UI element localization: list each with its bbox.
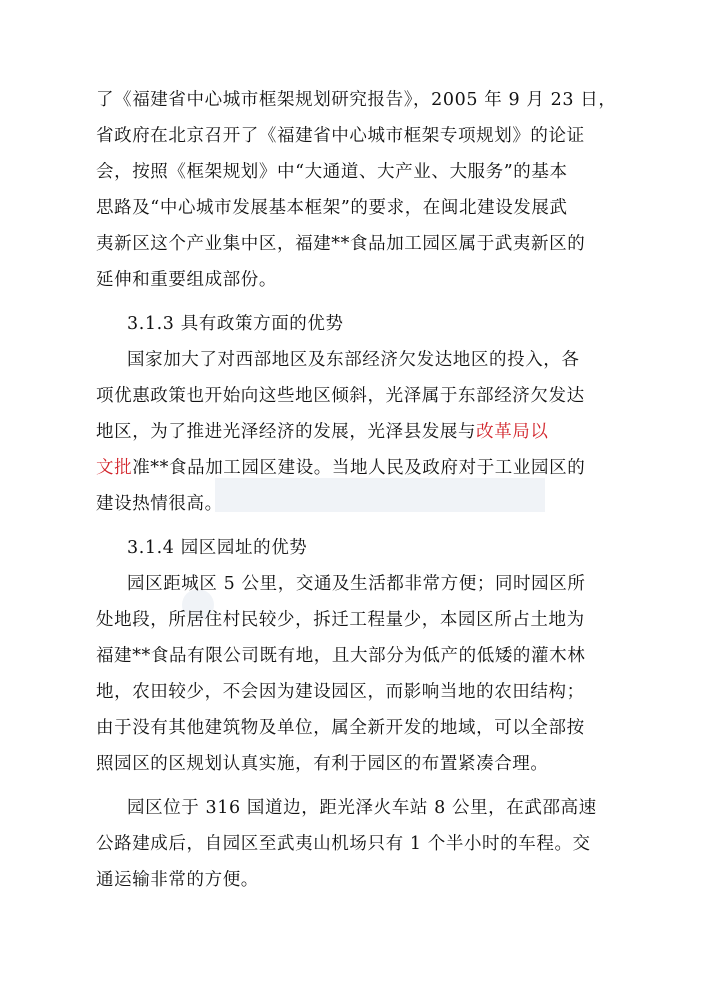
paragraph-line: 公路建成后，自园区至武夷山机场只有 1 个半小时的车程。交 [96,834,591,854]
section-heading-3-1-3: 3.1.3 具有政策方面的优势 [127,314,344,334]
paragraph-line: 园区位于 316 国道边，距光泽火车站 8 公里，在武邵高速 [127,798,597,818]
paragraph-line: 由于没有其他建筑物及单位，属全新开发的地域，可以全部按 [96,718,585,738]
paragraph-line: 国家加大了对西部地区及东部经济欠发达地区的投入，各 [127,350,580,370]
highlighted-text: 改革局以 [476,422,549,442]
paragraph-line [96,420,616,444]
paragraph-line: 夷新区这个产业集中区，福建**食品加工园区属于武夷新区的 [96,234,586,254]
paragraph-line: 地，农田较少，不会因为建设园区，而影响当地的农田结构； [96,682,585,702]
paragraph-text: 准**食品加工园区建设。当地人民及政府对于工业园区的 [132,458,586,478]
highlighted-text: 文批 [96,458,133,478]
paragraph-line [96,456,616,480]
paragraph-line: 建设热情很高。 [96,494,223,514]
paragraph-line: 思路及“中心城市发展基本框架”的要求，在闽北建设发展武 [96,198,568,218]
paragraph-line: 处地段，所居住村民较少，拆迁工程量少，本园区所占土地为 [96,610,585,630]
paragraph-line: 福建**食品有限公司既有地，且大部分为低产的低矮的灌木林 [96,646,586,666]
paragraph-line: 园区距城区 5 公里，交通及生活都非常方便；同时园区所 [127,574,586,594]
paragraph-line: 项优惠政策也开始向这些地区倾斜，光泽属于东部经济欠发达 [96,386,585,406]
paragraph-line: 照园区的区规划认真实施，有利于园区的布置紧凑合理。 [96,754,549,774]
section-heading-3-1-4: 3.1.4 园区园址的优势 [127,538,308,558]
paragraph-line: 延伸和重要组成部份。 [96,270,277,290]
paragraph-text: 地区，为了推进光泽经济的发展，光泽县发展与 [96,422,477,442]
paragraph-line: 会，按照《框架规划》中“大通道、大产业、大服务”的基本 [96,162,568,182]
paragraph-line: 通运输非常的方便。 [96,870,259,890]
paragraph-line: 了《福建省中心城市框架规划研究报告》，2005 年 9 月 23 日， [96,90,617,110]
paragraph-line: 省政府在北京召开了《福建省中心城市框架专项规划》的论证 [96,126,585,146]
